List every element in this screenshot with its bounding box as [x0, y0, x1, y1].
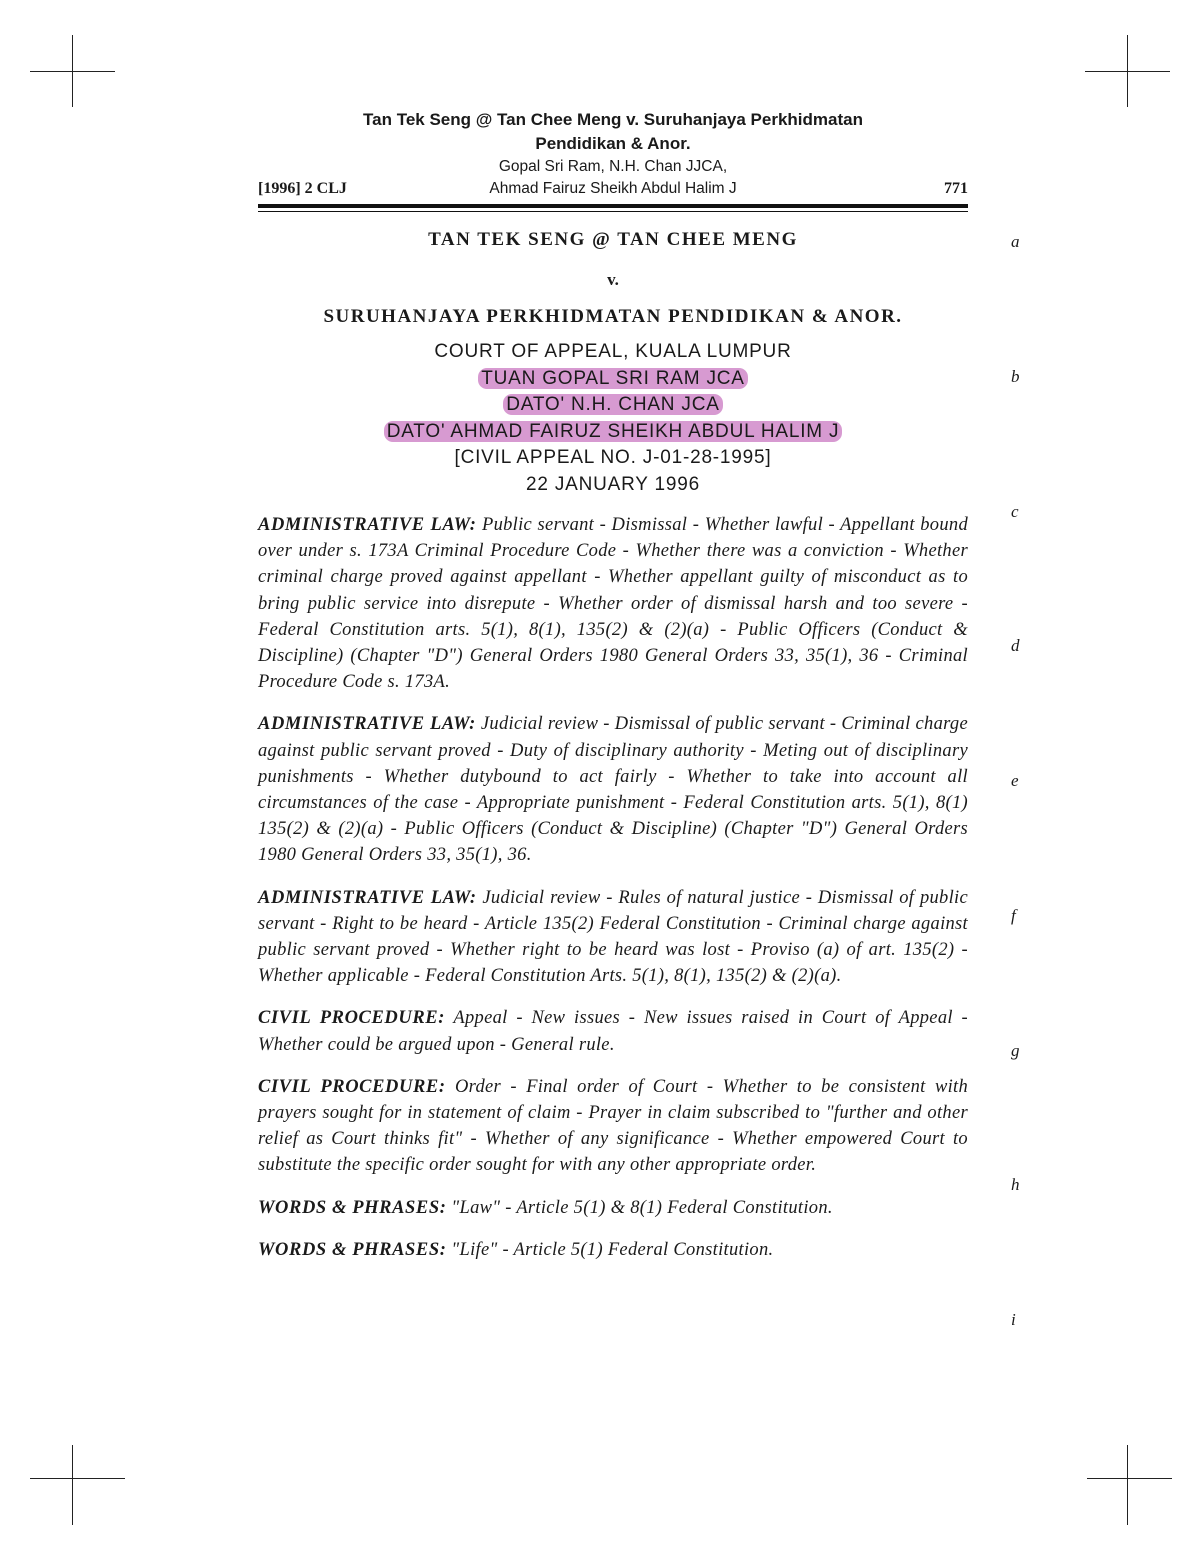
header-rule: [258, 204, 968, 208]
catchword-category: ADMINISTRATIVE LAW:: [258, 887, 477, 908]
margin-letter: e: [1011, 771, 1019, 790]
margin-letter: f: [1011, 906, 1016, 925]
report-citation: [1996] 2 CLJ: [258, 180, 347, 197]
margin-letter: a: [1011, 232, 1020, 251]
running-title: [303, 108, 923, 156]
crop-mark: [1127, 1445, 1128, 1525]
margin-letter: b: [1011, 367, 1020, 386]
catchword-paragraph: [258, 1195, 968, 1221]
court-block: [258, 339, 968, 498]
catchword-text: Public servant - Dismissal - Whether lawful - Appellant bound over under s. 173A Criminal Procedure Code - Whether there was a conviction - Whether criminal charge proved against appellant - Whether appellant guilty of misconduct as to bring public service into disrepute - Whether order of dismissal harsh and too severe - Federal Constitution arts. 5(1), 8(1), 135(2) & (2)(a) - Public Officers (Conduct & Discipline) (Chapter "D") General Orders 1980 General Orders 33, 35(1), 36 - Criminal Procedure Code s. 173A.: [258, 515, 968, 693]
crop-mark: [1127, 35, 1128, 107]
margin-letter: i: [1011, 1310, 1016, 1329]
appeal-number: [CIVIL APPEAL NO. J-01-28-1995]: [454, 447, 772, 468]
catchword-paragraph: [258, 885, 968, 990]
catchword-category: WORDS & PHRASES:: [258, 1197, 447, 1218]
catchword-text: "Life" - Article 5(1) Federal Constitution.: [451, 1239, 774, 1260]
header-rule-thin: [258, 211, 968, 212]
judge-name-highlighted: DATO' N.H. CHAN JCA: [503, 394, 722, 415]
judges-short-line: Gopal Sri Ram, N.H. Chan JJCA,: [498, 158, 728, 175]
catchword-category: ADMINISTRATIVE LAW:: [258, 515, 477, 535]
margin-letter: c: [1011, 502, 1019, 521]
crop-mark: [72, 35, 73, 107]
catchword-text: Appeal - New issues - New issues raised in Court of Appeal - Whether could be argued upon - General rule.: [258, 1008, 969, 1055]
running-title-line: Tan Tek Seng @ Tan Chee Meng v. Suruhanjaya Perkhidmatan: [363, 110, 863, 129]
judge-name-highlighted: DATO' AHMAD FAIRUZ SHEIKH ABDUL HALIM J: [384, 421, 843, 442]
crop-mark: [1087, 1478, 1172, 1479]
catchword-category: CIVIL PROCEDURE:: [258, 1076, 446, 1097]
catchword-text: Judicial review - Dismissal of public servant - Criminal charge against public servant proved - Duty of disciplinary authority - Meting out of disciplinary punishments - Whether dutybound to act fairly - Whether to take into account all circumstances of the case - Appropriate punishment - Federal Constitution arts. 5(1), 8(1) 135(2) & (2)(a) - Public Officers (Conduct & Discipline) (Chapter "D") General Orders 1980 General Orders 33, 35(1), 36.: [258, 714, 968, 866]
respondent-name: SURUHANJAYA PERKHIDMATAN PENDIDIKAN & ANOR.: [323, 306, 903, 327]
margin-letter: g: [1011, 1041, 1020, 1060]
crop-mark: [72, 1445, 73, 1525]
catchwords: [258, 512, 968, 1279]
appellant-name: TAN TEK SENG @ TAN CHEE MENG: [428, 229, 798, 250]
judges-short-line: Ahmad Fairuz Sheikh Abdul Halim J: [489, 180, 737, 197]
margin-letter: h: [1011, 1175, 1020, 1194]
catchword-category: CIVIL PROCEDURE:: [258, 1008, 445, 1029]
page-number: 771: [944, 180, 968, 197]
citation-row: [258, 178, 968, 200]
catchword-paragraph: [258, 711, 968, 868]
running-header: [258, 108, 968, 200]
versus: v.: [607, 270, 619, 289]
judge-name-highlighted: TUAN GOPAL SRI RAM JCA: [478, 368, 748, 389]
running-title-line: Pendidikan & Anor.: [535, 134, 691, 153]
judgment-date: 22 JANUARY 1996: [526, 473, 700, 495]
catchword-paragraph: [258, 1005, 968, 1057]
catchword-category: ADMINISTRATIVE LAW:: [258, 714, 476, 735]
catchword-text: Order - Final order of Court - Whether to be consistent with prayers sought for in statement of claim - Prayer in claim subscribed to "further and other relief as Court thinks fit" - Whether of any significance - Whether empowered Court to substitute the specific order sought for with any other appropriate order.: [258, 1076, 969, 1176]
catchword-category: WORDS & PHRASES:: [258, 1239, 447, 1260]
catchword-paragraph: [258, 1074, 968, 1179]
margin-letter: d: [1011, 636, 1020, 655]
court-name: COURT OF APPEAL, KUALA LUMPUR: [434, 341, 792, 362]
catchword-paragraph: [258, 1237, 968, 1263]
crop-mark: [30, 1478, 125, 1479]
catchword-paragraph: [258, 512, 968, 695]
catchword-text: "Law" - Article 5(1) & 8(1) Federal Constitution.: [451, 1197, 833, 1218]
catchword-text: Judicial review - Rules of natural justice - Dismissal of public servant - Right to be heard - Article 135(2) Federal Constitution - Criminal charge against public servant proved - Whether right to be heard was lost - Proviso (a) of art. 135(2) - Whether applicable - Federal Constitution Arts. 5(1), 8(1), 135(2) & (2)(a).: [258, 887, 968, 987]
